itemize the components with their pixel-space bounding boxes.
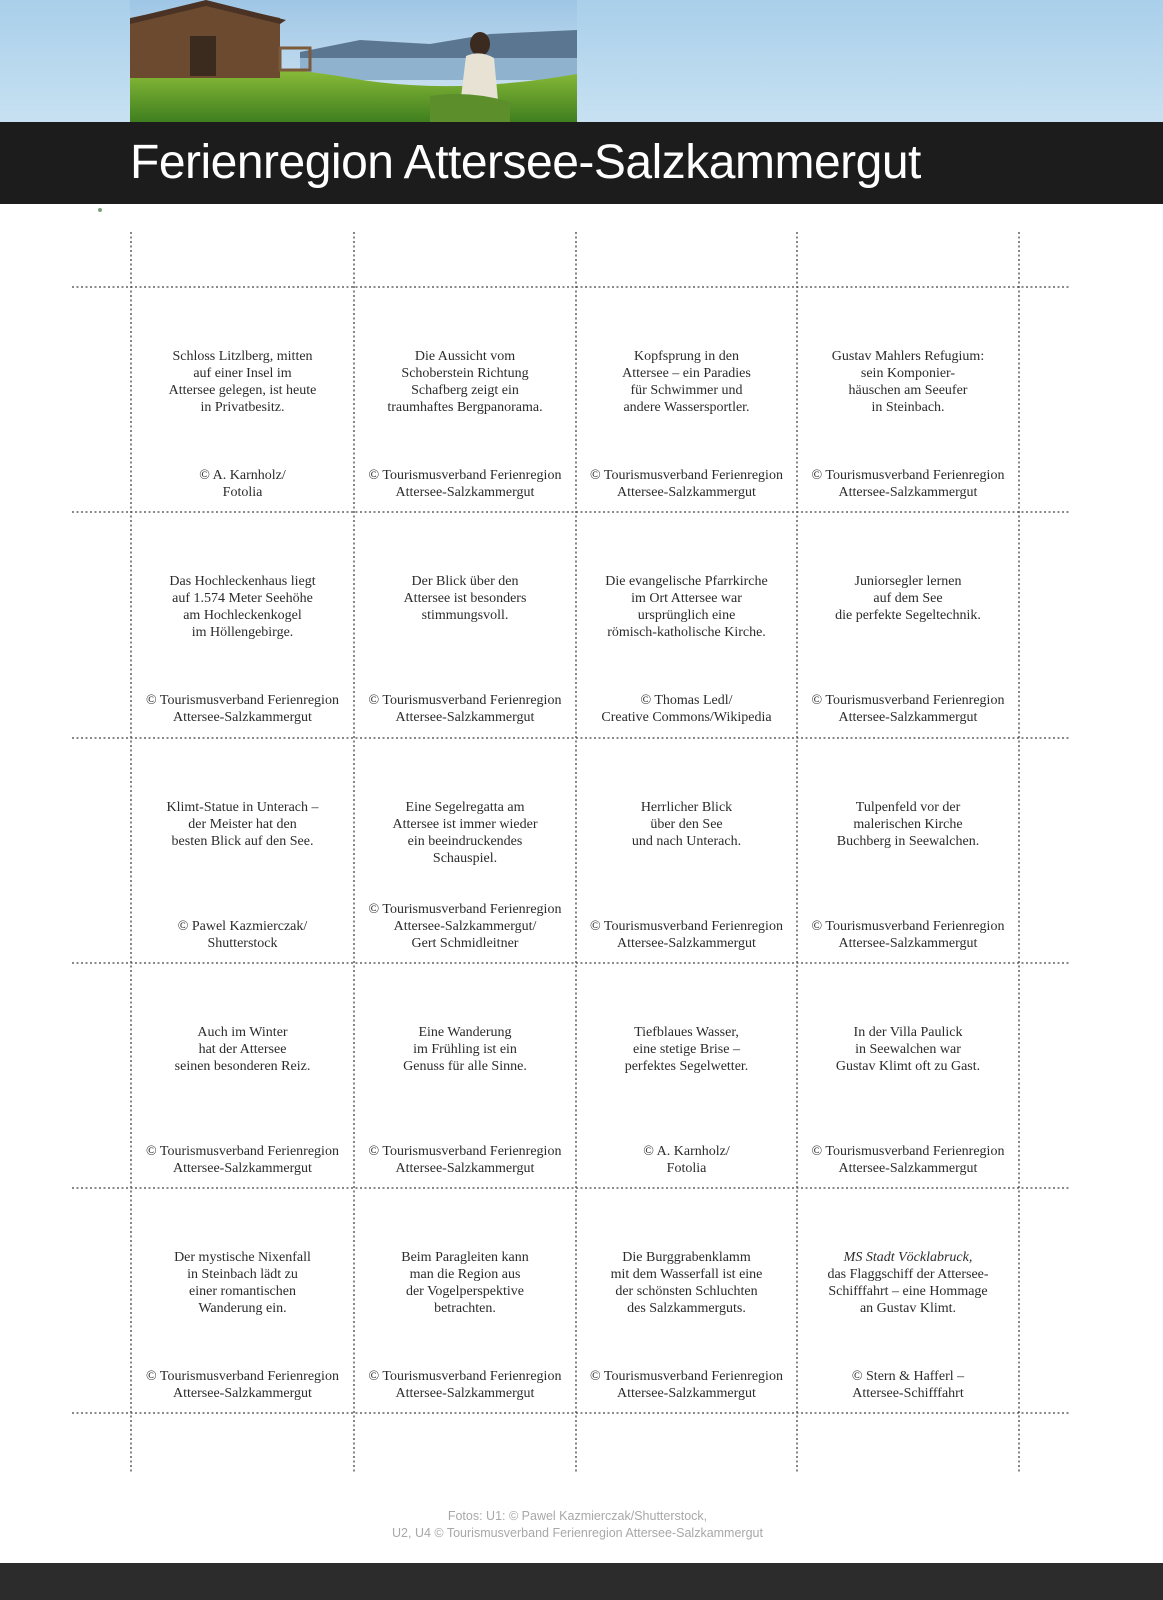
credit-line: Attersee-Salzkammergut xyxy=(617,936,756,951)
caption-line: an Gustav Klimt. xyxy=(859,1301,957,1316)
caption-line: einer romantischen xyxy=(189,1284,296,1299)
caption-line: eine stetige Brise – xyxy=(633,1042,740,1057)
stamp-credit xyxy=(581,692,793,726)
credit-line: © Tourismusverband Ferienregion xyxy=(811,693,1005,708)
stamp-caption xyxy=(581,348,793,416)
caption-line: Schafberg zeigt ein xyxy=(411,383,519,398)
caption-line: Schauspiel. xyxy=(432,851,498,866)
credit-line: Fotolia xyxy=(222,485,263,500)
credit-line: Attersee-Salzkammergut/ xyxy=(393,919,537,934)
stamp-credit xyxy=(802,467,1014,501)
stamp-credit xyxy=(581,918,793,952)
caption-line: mit dem Wasserfall ist eine xyxy=(610,1267,763,1282)
caption-line: der Vogelperspektive xyxy=(405,1284,525,1299)
stamp-credit xyxy=(802,1368,1014,1402)
caption-line: Attersee – ein Paradies xyxy=(622,366,751,381)
caption-line: Attersee ist immer wieder xyxy=(392,817,538,832)
caption-line: Das Hochleckenhaus liegt xyxy=(169,574,316,589)
stamp-caption xyxy=(137,1249,349,1317)
stamp-credit xyxy=(581,1143,793,1177)
caption-line: der schönsten Schluchten xyxy=(615,1284,758,1299)
caption-line: Buchberg in Seewalchen. xyxy=(836,834,980,849)
stamp-caption xyxy=(137,1024,349,1075)
credit-line: © Stern & Hafferl – xyxy=(851,1369,965,1384)
credit-line: © Tourismusverband Ferienregion xyxy=(590,1369,783,1384)
credit-line: Shutterstock xyxy=(207,936,278,951)
stamp-caption xyxy=(359,1249,571,1317)
credit-line: Attersee-Salzkammergut xyxy=(173,1386,312,1401)
stamp-caption xyxy=(359,348,571,416)
stamp-caption xyxy=(802,573,1014,624)
caption-line: ein beeindruckendes xyxy=(407,834,523,849)
credit-line: Attersee-Salzkammergut xyxy=(838,485,978,500)
caption-line: Die Burggrabenklamm xyxy=(622,1250,751,1265)
caption-line: auf 1.574 Meter Seehöhe xyxy=(172,591,313,606)
caption-line: Tiefblaues Wasser, xyxy=(634,1025,739,1040)
caption-line: in Seewalchen war xyxy=(855,1042,961,1057)
credit-line: © Tourismusverband Ferienregion xyxy=(368,1144,562,1159)
bottom-bar xyxy=(0,1563,1163,1600)
credit-line: © A. Karnholz/ xyxy=(199,468,286,483)
stamp-credit xyxy=(802,918,1014,952)
stamp-credit xyxy=(581,467,793,501)
caption-line: auf einer Insel im xyxy=(193,366,292,381)
credit-line: © Thomas Ledl/ xyxy=(640,693,733,708)
credit-line: © A. Karnholz/ xyxy=(643,1144,730,1159)
caption-line: Genuss für alle Sinne. xyxy=(403,1059,527,1074)
caption-line: römisch-katholische Kirche. xyxy=(607,625,766,640)
caption-line: Eine Wanderung xyxy=(418,1025,512,1040)
credit-line: © Tourismusverband Ferienregion xyxy=(368,1369,562,1384)
caption-line: am Hochleckenkogel xyxy=(183,608,302,623)
caption-line: malerischen Kirche xyxy=(853,817,963,832)
caption-line: Eine Segelregatta am xyxy=(405,800,525,815)
caption-line: in Steinbach lädt zu xyxy=(187,1267,298,1282)
caption-line: Attersee ist besonders xyxy=(403,591,527,606)
caption-line: Die Aussicht vom xyxy=(414,349,516,364)
credit-line: © Tourismusverband Ferienregion xyxy=(811,1144,1005,1159)
credit-line: Gert Schmidleitner xyxy=(411,936,519,951)
caption-line: traumhaftes Bergpanorama. xyxy=(387,400,543,415)
caption-line: Auch im Winter xyxy=(197,1025,288,1040)
caption-line: Beim Paragleiten kann xyxy=(401,1250,529,1265)
caption-line: In der Villa Paulick xyxy=(853,1025,963,1040)
caption-line: der Meister hat den xyxy=(188,817,297,832)
stamp-credit xyxy=(137,692,349,726)
caption-line: Schoberstein Richtung xyxy=(401,366,529,381)
credit-line: Attersee-Salzkammergut xyxy=(395,485,535,500)
stamp-credit xyxy=(581,1368,793,1402)
stamp-credit xyxy=(359,901,571,952)
caption-line: häuschen am Seeufer xyxy=(848,383,968,398)
credit-line: © Tourismusverband Ferienregion xyxy=(146,693,339,708)
credit-line: © Tourismusverband Ferienregion xyxy=(146,1369,339,1384)
caption-line: Juniorsegler lernen xyxy=(854,574,962,589)
caption-line: Schifffahrt – eine Hommage xyxy=(828,1284,988,1299)
caption-line: im Höllengebirge. xyxy=(191,625,294,640)
credit-line: Attersee-Salzkammergut xyxy=(617,1386,756,1401)
caption-line: Der Blick über den xyxy=(411,574,519,589)
credit-line: Attersee-Salzkammergut xyxy=(617,485,756,500)
credit-line: © Tourismusverband Ferienregion xyxy=(811,468,1005,483)
caption-line: und nach Unterach. xyxy=(631,834,742,849)
caption-line: Klimt-Statue in Unterach – xyxy=(166,800,319,815)
caption-line: im Ort Attersee war xyxy=(631,591,742,606)
stamp-caption xyxy=(359,1024,571,1075)
caption-line: das Flaggschiff der Attersee- xyxy=(827,1267,989,1282)
footer-line-1: Fotos: U1: © Pawel Kazmierczak/Shutterstock, xyxy=(447,1509,708,1523)
stamp-caption xyxy=(137,573,349,641)
caption-line: Tulpenfeld vor der xyxy=(855,800,961,815)
caption-line: des Salzkammerguts. xyxy=(627,1301,746,1316)
stamp-credit xyxy=(359,1143,571,1177)
credit-line: Attersee-Salzkammergut xyxy=(838,936,978,951)
credit-line: Attersee-Salzkammergut xyxy=(838,710,978,725)
stamp-caption xyxy=(581,799,793,850)
credit-line: Attersee-Salzkammergut xyxy=(838,1161,978,1176)
credit-line: Attersee-Salzkammergut xyxy=(173,1161,312,1176)
footer-line-2: U2, U4 © Tourismusverband Ferienregion Attersee-Salzkammergut xyxy=(392,1526,763,1540)
credit-line: Attersee-Salzkammergut xyxy=(395,710,535,725)
caption-line: ursprünglich eine xyxy=(637,608,736,623)
stamp-credit xyxy=(137,918,349,952)
credit-line: © Tourismusverband Ferienregion xyxy=(590,468,783,483)
credit-line: Attersee-Salzkammergut xyxy=(395,1386,535,1401)
caption-line: Schloss Litzlberg, mitten xyxy=(172,349,313,364)
caption-line: perfektes Segelwetter. xyxy=(624,1059,749,1074)
credit-line: © Tourismusverband Ferienregion xyxy=(590,919,783,934)
caption-line: seinen besonderen Reiz. xyxy=(174,1059,311,1074)
stamp-credit xyxy=(359,467,571,501)
caption-line: andere Wassersportler. xyxy=(623,400,750,415)
credit-line: © Tourismusverband Ferienregion xyxy=(368,902,562,917)
caption-line: Wanderung ein. xyxy=(198,1301,287,1316)
caption-line: Gustav Mahlers Refugium: xyxy=(831,349,985,364)
caption-line: Gustav Klimt oft zu Gast. xyxy=(835,1059,981,1074)
caption-line: stimmungsvoll. xyxy=(421,608,509,623)
stamp-credit xyxy=(137,467,349,501)
stamp-caption xyxy=(359,573,571,624)
caption-line: für Schwimmer und xyxy=(630,383,743,398)
credit-line: © Tourismusverband Ferienregion xyxy=(368,693,562,708)
caption-line: MS Stadt Vöcklabruck, xyxy=(843,1250,973,1265)
credit-line: © Tourismusverband Ferienregion xyxy=(811,919,1005,934)
caption-line: über den See xyxy=(650,817,723,832)
caption-line: besten Blick auf den See. xyxy=(171,834,314,849)
credit-line: Attersee-Schifffahrt xyxy=(852,1386,964,1401)
caption-line: betrachten. xyxy=(434,1301,496,1316)
photo-credits-footer xyxy=(300,1508,855,1542)
stamp-credit xyxy=(359,692,571,726)
credit-line: Fotolia xyxy=(666,1161,707,1176)
caption-line: Die evangelische Pfarrkirche xyxy=(605,574,768,589)
caption-line: Herrlicher Blick xyxy=(640,800,733,815)
caption-line: Attersee gelegen, ist heute xyxy=(168,383,317,398)
stamp-credit xyxy=(802,1143,1014,1177)
page-title: Ferienregion Attersee-Salzkammergut xyxy=(130,136,921,189)
stamp-caption xyxy=(581,1024,793,1075)
credit-line: Creative Commons/Wikipedia xyxy=(601,710,772,725)
stamp-credit xyxy=(359,1368,571,1402)
caption-line: im Frühling ist ein xyxy=(413,1042,517,1057)
stamp-credit xyxy=(802,692,1014,726)
caption-line: die perfekte Segeltechnik. xyxy=(835,608,981,623)
stamp-credit xyxy=(137,1143,349,1177)
stamp-caption xyxy=(581,1249,793,1317)
credit-line: © Tourismusverband Ferienregion xyxy=(368,468,562,483)
caption-line: Kopfsprung in den xyxy=(634,349,739,364)
stamp-caption xyxy=(137,348,349,416)
credit-line: Attersee-Salzkammergut xyxy=(173,710,312,725)
caption-line: in Privatbesitz. xyxy=(200,400,285,415)
caption-line: in Steinbach. xyxy=(871,400,945,415)
caption-line: hat der Attersee xyxy=(198,1042,287,1057)
stamp-caption xyxy=(802,348,1014,416)
caption-line: sein Komponier- xyxy=(860,366,956,381)
stamp-caption xyxy=(581,573,793,641)
caption-line: man die Region aus xyxy=(409,1267,521,1282)
credit-line: © Tourismusverband Ferienregion xyxy=(146,1144,339,1159)
stamp-caption xyxy=(137,799,349,850)
caption-line: Der mystische Nixenfall xyxy=(174,1250,311,1265)
credit-line: © Pawel Kazmierczak/ xyxy=(177,919,308,934)
stamp-caption xyxy=(802,1024,1014,1075)
stamp-caption xyxy=(802,799,1014,850)
caption-line: auf dem See xyxy=(873,591,943,606)
stamp-caption xyxy=(802,1249,1014,1317)
stamp-caption xyxy=(359,799,571,867)
stamp-credit xyxy=(137,1368,349,1402)
credit-line: Attersee-Salzkammergut xyxy=(395,1161,535,1176)
